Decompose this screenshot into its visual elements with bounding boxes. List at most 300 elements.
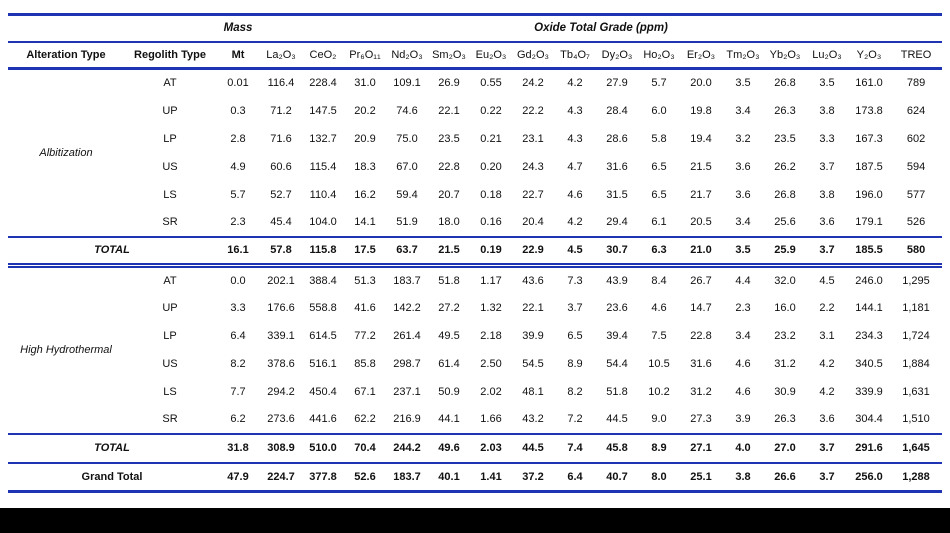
value-cell: 20.9 [354, 132, 376, 145]
value-cell: 21.5 [690, 160, 712, 173]
total-value-cell: 2.03 [470, 434, 512, 463]
value-cell: 5.8 [651, 132, 667, 145]
value-cell: 3.9 [735, 413, 751, 425]
value-cell: 27.9 [606, 77, 628, 90]
grand-total-value-cell: 47.9 [216, 463, 260, 492]
value-cell: 39.4 [606, 329, 628, 342]
total-value-cell: 4.5 [554, 237, 596, 266]
col-regolith-type: Regolith Type [124, 42, 216, 69]
value-cell: 67.1 [354, 385, 376, 398]
col-la2o3: La₂O₃ [260, 42, 302, 69]
value-cell: 74.6 [396, 104, 418, 117]
col-pr6o11: Pr₆O₁₁ [344, 42, 386, 69]
value-cell: 48.1 [522, 385, 544, 398]
value-cell: 20.5 [690, 216, 712, 228]
value-cell: 22.1 [438, 104, 460, 117]
value-cell: 0.21 [480, 132, 502, 145]
grand-total-value-cell: 256.0 [848, 463, 890, 492]
regolith-type-cell: LP [163, 132, 177, 145]
value-cell: 16.0 [774, 301, 796, 314]
value-cell: 4.2 [819, 385, 835, 398]
regolith-type-cell: UP [162, 104, 178, 117]
value-cell: 29.4 [606, 216, 628, 228]
grand-total-value-cell: 183.7 [386, 463, 428, 492]
regolith-type-cell: SR [162, 216, 178, 228]
value-cell: 196.0 [855, 188, 883, 201]
total-value-cell: 21.0 [680, 237, 722, 266]
value-cell: 54.5 [522, 357, 544, 370]
table-row [8, 181, 942, 209]
grand-total-value-cell: 26.6 [764, 463, 806, 492]
total-value-cell: 16.1 [216, 237, 260, 266]
value-cell: 179.1 [855, 216, 883, 228]
regolith-type-cell: LS [163, 188, 177, 201]
value-cell: 1,181 [902, 301, 930, 314]
value-cell: 8.2 [230, 357, 246, 370]
value-cell: 3.6 [819, 413, 835, 425]
total-value-cell: 3.5 [722, 237, 764, 266]
col-treo: TREO [890, 42, 942, 69]
value-cell: 1,631 [902, 385, 930, 398]
table-row [8, 153, 942, 181]
value-cell: 20.0 [690, 77, 712, 90]
total-value-cell: 580 [890, 237, 942, 266]
value-cell: 115.4 [309, 160, 337, 173]
value-cell: 3.2 [735, 132, 751, 145]
value-cell: 4.2 [567, 216, 583, 228]
value-cell: 71.2 [270, 104, 292, 117]
value-cell: 0.16 [480, 216, 502, 228]
value-cell: 142.2 [393, 301, 421, 314]
value-cell: 8.9 [567, 357, 583, 370]
value-cell: 67.0 [396, 160, 418, 173]
value-cell: 51.3 [354, 274, 376, 287]
value-cell: 624 [906, 104, 926, 117]
total-label: TOTAL [8, 434, 216, 463]
value-cell: 20.7 [438, 188, 460, 201]
grand-total-value-cell: 1.41 [470, 463, 512, 492]
value-cell: 1,884 [902, 357, 930, 370]
total-value-cell: 1,645 [890, 434, 942, 463]
value-cell: 3.8 [819, 104, 835, 117]
table-body [8, 69, 942, 492]
total-value-cell: 22.9 [512, 237, 554, 266]
value-cell: 26.3 [774, 413, 796, 425]
value-cell: 161.0 [855, 77, 883, 90]
regolith-type-cell: AT [163, 77, 177, 90]
value-cell: 51.9 [396, 216, 418, 228]
table-row [8, 125, 942, 153]
value-cell: 43.9 [606, 274, 628, 287]
value-cell: 104.0 [309, 216, 337, 228]
total-value-cell: 3.7 [806, 237, 848, 266]
table-row [8, 294, 942, 322]
grand-total-value-cell: 37.2 [512, 463, 554, 492]
value-cell: 2.02 [480, 385, 502, 398]
value-cell: 4.9 [230, 160, 246, 173]
col-tm2o3: Tm₂O₃ [722, 42, 764, 69]
value-cell: 18.3 [354, 160, 376, 173]
total-value-cell: 27.1 [680, 434, 722, 463]
value-cell: 110.4 [309, 188, 337, 201]
value-cell: 4.6 [651, 301, 667, 314]
value-cell: 18.0 [438, 216, 460, 228]
total-value-cell: 185.5 [848, 237, 890, 266]
col-yb2o3: Yb₂O₃ [764, 42, 806, 69]
col-y2o3: Y₂O₃ [848, 42, 890, 69]
value-cell: 450.4 [309, 385, 337, 398]
table-row [8, 69, 942, 97]
value-cell: 4.3 [567, 132, 583, 145]
value-cell: 441.6 [309, 413, 337, 425]
grand-total-value-cell: 40.7 [596, 463, 638, 492]
table-row [8, 406, 942, 434]
value-cell: 2.3 [230, 216, 246, 228]
grand-total-value-cell: 25.1 [680, 463, 722, 492]
value-cell: 5.7 [651, 77, 667, 90]
value-cell: 22.2 [522, 104, 544, 117]
value-cell: 0.22 [480, 104, 502, 117]
total-value-cell: 115.8 [302, 237, 344, 266]
value-cell: 21.7 [690, 188, 712, 201]
value-cell: 167.3 [855, 132, 883, 145]
value-cell: 294.2 [267, 385, 295, 398]
table-row [8, 378, 942, 406]
column-header-row [8, 42, 942, 69]
value-cell: 23.2 [774, 329, 796, 342]
value-cell: 26.3 [774, 104, 796, 117]
oxide-group-header: Oxide Total Grade (ppm) [260, 15, 942, 42]
group-header-spacer [8, 15, 216, 42]
value-cell: 0.18 [480, 188, 502, 201]
value-cell: 378.6 [267, 357, 295, 370]
value-cell: 216.9 [393, 413, 421, 425]
regolith-type-cell: LS [163, 385, 177, 398]
total-label: TOTAL [8, 237, 216, 266]
col-nd2o3: Nd₂O₃ [386, 42, 428, 69]
value-cell: 0.3 [230, 104, 246, 117]
grand-total-value-cell: 1,288 [890, 463, 942, 492]
value-cell: 23.6 [606, 301, 628, 314]
value-cell: 8.2 [567, 385, 583, 398]
value-cell: 116.4 [267, 77, 295, 90]
value-cell: 228.4 [309, 77, 337, 90]
value-cell: 44.1 [438, 413, 460, 425]
col-ho2o3: Ho₂O₃ [638, 42, 680, 69]
value-cell: 59.4 [396, 188, 418, 201]
value-cell: 51.8 [606, 385, 628, 398]
total-value-cell: 244.2 [386, 434, 428, 463]
value-cell: 304.4 [855, 413, 883, 425]
value-cell: 2.2 [819, 301, 835, 314]
value-cell: 3.4 [735, 104, 751, 117]
table-row [8, 266, 942, 294]
value-cell: 31.2 [774, 357, 796, 370]
grand-total-value-cell: 6.4 [554, 463, 596, 492]
col-lu2o3: Lu₂O₃ [806, 42, 848, 69]
value-cell: 3.7 [567, 301, 583, 314]
value-cell: 31.5 [606, 188, 628, 201]
col-dy2o3: Dy₂O₃ [596, 42, 638, 69]
total-value-cell: 49.6 [428, 434, 470, 463]
value-cell: 339.9 [855, 385, 883, 398]
value-cell: 298.7 [393, 357, 421, 370]
total-value-cell: 70.4 [344, 434, 386, 463]
value-cell: 23.5 [774, 132, 796, 145]
value-cell: 62.2 [354, 413, 376, 425]
value-cell: 71.6 [270, 132, 292, 145]
grand-total-label: Grand Total [8, 463, 216, 492]
value-cell: 176.6 [267, 301, 295, 314]
col-alteration-type: Alteration Type [8, 42, 124, 69]
value-cell: 6.5 [651, 160, 667, 173]
value-cell: 22.8 [438, 160, 460, 173]
grand-total-value-cell: 52.6 [344, 463, 386, 492]
col-tb4o7: Tb₄O₇ [554, 42, 596, 69]
value-cell: 28.6 [606, 132, 628, 145]
value-cell: 3.4 [735, 216, 751, 228]
value-cell: 24.2 [522, 77, 544, 90]
value-cell: 26.9 [438, 77, 460, 90]
total-value-cell: 63.7 [386, 237, 428, 266]
value-cell: 20.2 [354, 104, 376, 117]
value-cell: 3.3 [819, 132, 835, 145]
value-cell: 577 [906, 188, 926, 201]
value-cell: 27.2 [438, 301, 460, 314]
alteration-type-cell: High Hydrothermal [20, 344, 112, 357]
grand-total-value-cell: 3.7 [806, 463, 848, 492]
table-row [8, 350, 942, 378]
value-cell: 30.9 [774, 385, 796, 398]
col-gd2o3: Gd₂O₃ [512, 42, 554, 69]
group-header-row [8, 15, 942, 42]
regolith-type-cell: SR [162, 413, 178, 425]
value-cell: 27.3 [690, 413, 712, 425]
mass-group-header: Mass [216, 15, 260, 42]
regolith-type-cell: AT [163, 274, 177, 287]
value-cell: 45.4 [270, 216, 292, 228]
value-cell: 1,295 [902, 274, 930, 287]
value-cell: 7.3 [567, 274, 583, 287]
value-cell: 28.4 [606, 104, 628, 117]
value-cell: 43.2 [522, 413, 544, 425]
value-cell: 23.5 [438, 132, 460, 145]
total-value-cell: 7.4 [554, 434, 596, 463]
value-cell: 7.7 [230, 385, 246, 398]
value-cell: 14.7 [690, 301, 712, 314]
value-cell: 54.4 [606, 357, 628, 370]
value-cell: 3.7 [819, 160, 835, 173]
regolith-type-cell: US [162, 357, 178, 370]
value-cell: 3.6 [735, 188, 751, 201]
value-cell: 22.7 [522, 188, 544, 201]
total-value-cell: 57.8 [260, 237, 302, 266]
value-cell: 6.2 [230, 413, 246, 425]
value-cell: 22.8 [690, 329, 712, 342]
value-cell: 261.4 [393, 329, 421, 342]
value-cell: 44.5 [606, 413, 628, 425]
regolith-type-cell: LP [163, 329, 177, 342]
value-cell: 50.9 [438, 385, 460, 398]
value-cell: 8.4 [651, 274, 667, 287]
total-value-cell: 308.9 [260, 434, 302, 463]
value-cell: 2.18 [480, 329, 502, 342]
grand-total-value-cell: 224.7 [260, 463, 302, 492]
value-cell: 147.5 [309, 104, 337, 117]
value-cell: 31.2 [690, 385, 712, 398]
value-cell: 26.7 [690, 274, 712, 287]
value-cell: 246.0 [855, 274, 883, 287]
grand-total-value-cell: 40.1 [428, 463, 470, 492]
value-cell: 4.4 [735, 274, 751, 287]
value-cell: 0.20 [480, 160, 502, 173]
value-cell: 4.7 [567, 160, 583, 173]
table-row [8, 322, 942, 350]
grand-total-row [8, 463, 942, 492]
value-cell: 3.8 [819, 188, 835, 201]
value-cell: 52.7 [270, 188, 292, 201]
value-cell: 0.0 [230, 274, 246, 287]
value-cell: 20.4 [522, 216, 544, 228]
grand-total-value-cell: 8.0 [638, 463, 680, 492]
value-cell: 3.5 [735, 77, 751, 90]
value-cell: 4.6 [735, 357, 751, 370]
value-cell: 7.5 [651, 329, 667, 342]
value-cell: 24.3 [522, 160, 544, 173]
value-cell: 25.6 [774, 216, 796, 228]
value-cell: 23.1 [522, 132, 544, 145]
alteration-type-cell: Albitization [39, 146, 93, 159]
table-row [8, 209, 942, 237]
regolith-type-cell: UP [162, 301, 178, 314]
value-cell: 2.3 [735, 301, 751, 314]
value-cell: 183.7 [393, 274, 421, 287]
value-cell: 9.0 [651, 413, 667, 425]
value-cell: 6.0 [651, 104, 667, 117]
bottom-black-bar [0, 508, 950, 533]
value-cell: 75.0 [396, 132, 418, 145]
value-cell: 340.5 [855, 357, 883, 370]
value-cell: 4.6 [735, 385, 751, 398]
value-cell: 3.5 [819, 77, 835, 90]
value-cell: 6.4 [230, 329, 246, 342]
total-value-cell: 291.6 [848, 434, 890, 463]
value-cell: 2.50 [480, 357, 502, 370]
value-cell: 1,510 [902, 413, 930, 425]
value-cell: 6.5 [651, 188, 667, 201]
value-cell: 19.4 [690, 132, 712, 145]
value-cell: 31.6 [690, 357, 712, 370]
total-value-cell: 8.9 [638, 434, 680, 463]
col-ceo2: CeO₂ [302, 42, 344, 69]
value-cell: 614.5 [309, 329, 337, 342]
value-cell: 3.1 [819, 329, 835, 342]
total-value-cell: 44.5 [512, 434, 554, 463]
value-cell: 594 [906, 160, 926, 173]
value-cell: 6.1 [651, 216, 667, 228]
total-value-cell: 21.5 [428, 237, 470, 266]
value-cell: 41.6 [354, 301, 376, 314]
value-cell: 16.2 [354, 188, 376, 201]
total-value-cell: 31.8 [216, 434, 260, 463]
value-cell: 237.1 [393, 385, 421, 398]
value-cell: 60.6 [270, 160, 292, 173]
value-cell: 132.7 [309, 132, 337, 145]
value-cell: 22.1 [522, 301, 544, 314]
value-cell: 144.1 [855, 301, 883, 314]
value-cell: 32.0 [774, 274, 796, 287]
value-cell: 85.8 [354, 357, 376, 370]
col-mt: Mt [216, 42, 260, 69]
value-cell: 2.8 [230, 132, 246, 145]
value-cell: 4.2 [819, 357, 835, 370]
value-cell: 7.2 [567, 413, 583, 425]
regolith-type-cell: US [162, 160, 178, 173]
value-cell: 10.2 [648, 385, 670, 398]
value-cell: 388.4 [309, 274, 337, 287]
value-cell: 26.8 [774, 188, 796, 201]
value-cell: 43.6 [522, 274, 544, 287]
value-cell: 1.32 [480, 301, 502, 314]
value-cell: 558.8 [309, 301, 337, 314]
value-cell: 202.1 [267, 274, 295, 287]
grand-total-value-cell: 377.8 [302, 463, 344, 492]
total-value-cell: 45.8 [596, 434, 638, 463]
value-cell: 1,724 [902, 329, 930, 342]
grand-total-value-cell: 3.8 [722, 463, 764, 492]
value-cell: 234.3 [855, 329, 883, 342]
total-value-cell: 510.0 [302, 434, 344, 463]
value-cell: 339.1 [267, 329, 295, 342]
total-value-cell: 6.3 [638, 237, 680, 266]
col-eu2o3: Eu₂O₃ [470, 42, 512, 69]
value-cell: 4.2 [567, 77, 583, 90]
total-value-cell: 3.7 [806, 434, 848, 463]
value-cell: 31.0 [354, 77, 376, 90]
value-cell: 31.6 [606, 160, 628, 173]
value-cell: 3.3 [230, 301, 246, 314]
value-cell: 26.2 [774, 160, 796, 173]
value-cell: 6.5 [567, 329, 583, 342]
value-cell: 10.5 [648, 357, 670, 370]
value-cell: 39.9 [522, 329, 544, 342]
total-value-cell: 0.19 [470, 237, 512, 266]
value-cell: 19.8 [690, 104, 712, 117]
value-cell: 187.5 [855, 160, 883, 173]
total-value-cell: 25.9 [764, 237, 806, 266]
value-cell: 49.5 [438, 329, 460, 342]
value-cell: 516.1 [309, 357, 337, 370]
value-cell: 5.7 [230, 188, 246, 201]
value-cell: 3.6 [819, 216, 835, 228]
value-cell: 61.4 [438, 357, 460, 370]
value-cell: 3.4 [735, 329, 751, 342]
total-value-cell: 4.0 [722, 434, 764, 463]
total-value-cell: 17.5 [344, 237, 386, 266]
value-cell: 4.5 [819, 274, 835, 287]
value-cell: 273.6 [267, 413, 295, 425]
value-cell: 789 [906, 77, 926, 90]
col-er2o3: Er₂O₃ [680, 42, 722, 69]
value-cell: 602 [906, 132, 926, 145]
section-total-row [8, 434, 942, 463]
value-cell: 0.55 [480, 77, 502, 90]
value-cell: 1.66 [480, 413, 502, 425]
value-cell: 77.2 [354, 329, 376, 342]
value-cell: 14.1 [354, 216, 376, 228]
value-cell: 526 [906, 216, 926, 228]
value-cell: 109.1 [393, 77, 421, 90]
